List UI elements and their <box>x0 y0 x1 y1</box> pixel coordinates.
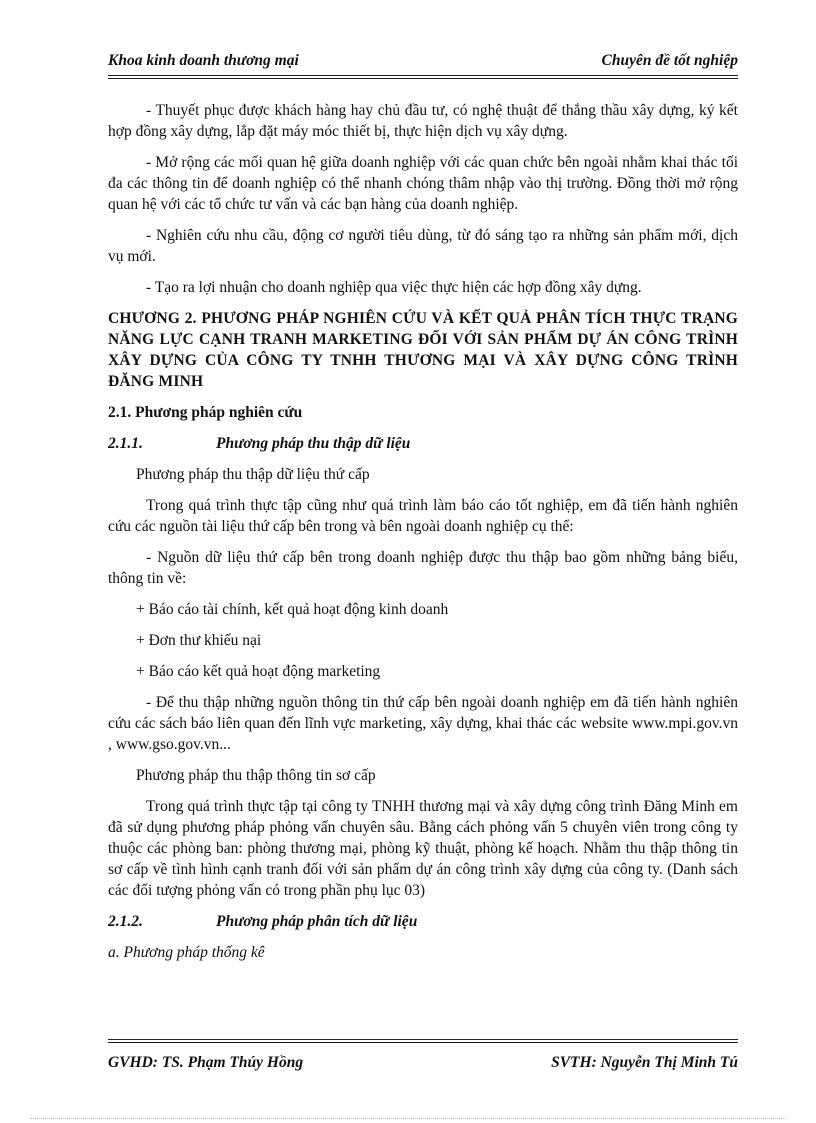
paragraph: - Nghiên cứu nhu cầu, động cơ người tiêu dùng, từ đó sáng tạo ra những sản phẩm mới, dịch vụ mới. <box>108 227 738 265</box>
paragraph: Trong quá trình thực tập tại công ty TNHH thương mại và xây dựng công trình Đăng Minh em đã sử dụng phương pháp phỏng vấn chuyên sâu. Bằng cách phỏng vấn 5 chuyên viên trong công ty thuộc các phòng ban: phòng thương mại, phòng kỹ thuật, phòng kế hoạch. Nhằm thu thập thông tin sơ cấp về tình hình cạnh tranh đối với sản phẩm dự án công trình xây dựng của công ty. (Danh sách các đối tượng phỏng vấn có trong phần phụ lục 03) <box>108 798 738 899</box>
section-title: Phương pháp phân tích dữ liệu <box>216 913 418 930</box>
header-rule-2 <box>108 78 738 79</box>
footer-rule <box>108 1039 738 1040</box>
page-edge-dotted-line <box>30 1118 786 1119</box>
section-heading-2-1-1 <box>108 433 738 454</box>
paragraph: - Mở rộng các mối quan hệ giữa doanh nghiệp với các quan chức bên ngoài nhằm khai thác tối đa các thông tin để doanh nghiệp có thể nhanh chóng thâm nhập vào thị trường. Đồng thời mở rộng quan hệ với các tổ chức tư vấn và các bạn hàng của doanh nghiệp. <box>108 154 738 213</box>
header-faculty: Khoa kinh doanh thương mại <box>108 52 299 69</box>
section-heading-2-1: 2.1. Phương pháp nghiên cứu <box>108 404 303 421</box>
primary-data-label: Phương pháp thu thập thông tin sơ cấp <box>136 767 376 784</box>
section-number: 2.1.1. <box>108 435 143 452</box>
footer-student: SVTH: Nguyễn Thị Minh Tú <box>551 1054 738 1071</box>
header-rule <box>108 75 738 76</box>
section-number: 2.1.2. <box>108 913 143 930</box>
section-heading-2-1-2 <box>108 911 738 932</box>
chapter-title: CHƯƠNG 2. PHƯƠNG PHÁP NGHIÊN CỨU VÀ KẾT QUẢ PHÂN TÍCH THỰC TRẠNG NĂNG LỰC CẠNH TRANH MARKETING ĐỐI VỚI SẢN PHẨM DỰ ÁN CÔNG TRÌNH XÂY DỰNG CỦA CÔNG TY TNHH THƯƠNG MẠI VÀ XÂY DỰNG CÔNG TRÌNH ĐĂNG MINH <box>108 310 738 390</box>
footer-advisor: GVHD: TS. Phạm Thúy Hồng <box>108 1054 304 1071</box>
page-footer <box>108 1054 738 1072</box>
paragraph: - Nguồn dữ liệu thứ cấp bên trong doanh nghiệp được thu thập bao gồm những bảng biểu, thông tin về: <box>108 549 738 587</box>
subsection-a: a. Phương pháp thống kê <box>108 944 265 961</box>
section-title: Phương pháp thu thập dữ liệu <box>216 435 411 452</box>
paragraph: Trong quá trình thực tập cũng như quá trình làm báo cáo tốt nghiệp, em đã tiến hành nghiên cứu các nguồn tài liệu thứ cấp bên trong và bên ngoài doanh nghiệp cụ thể: <box>108 497 738 535</box>
paragraph: - Thuyết phục được khách hàng hay chủ đầu tư, có nghệ thuật để thắng thầu xây dựng, ký kết hợp đồng xây dựng, lắp đặt máy móc thiết bị, thực hiện dịch vụ xây dựng. <box>108 102 738 140</box>
list-item: + Báo cáo kết quả hoạt động marketing <box>136 663 381 680</box>
secondary-data-label: Phương pháp thu thập dữ liệu thứ cấp <box>136 466 370 483</box>
list-item: + Đơn thư khiếu nại <box>136 632 262 649</box>
list-item: + Báo cáo tài chính, kết quả hoạt động kinh doanh <box>136 601 449 618</box>
header-doc-type: Chuyên đề tốt nghiệp <box>601 52 738 69</box>
document-body <box>108 100 738 973</box>
paragraph: - Tạo ra lợi nhuận cho doanh nghiệp qua việc thực hiện các hợp đồng xây dựng. <box>146 279 642 296</box>
page-header <box>108 52 738 70</box>
footer-rule-2 <box>108 1042 738 1043</box>
paragraph: - Để thu thập những nguồn thông tin thứ cấp bên ngoài doanh nghiệp em đã tiến hành nghiên cứu các sách báo liên quan đến lĩnh vực marketing, xây dựng, khai thác các website www.mpi.gov.vn , www.gso.gov.vn... <box>108 694 738 753</box>
